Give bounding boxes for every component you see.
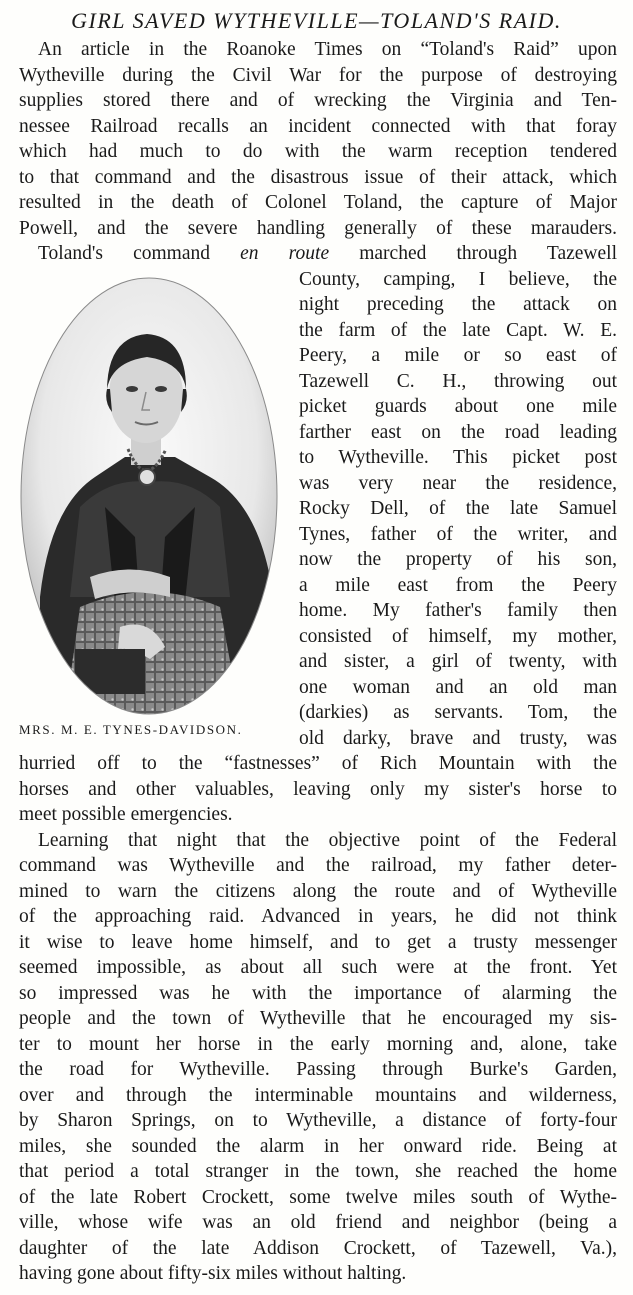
text-line: (darkies) as servants. Tom, the — [299, 702, 617, 723]
text-line: Powell, and the severe handling generally of these marauders. — [19, 217, 617, 239]
text-line: nessee Railroad recalls an incident connected with that foray — [19, 115, 617, 137]
text-line: horses and other valuables, leaving only my sister's horse to — [19, 778, 617, 800]
text-line: Rocky Dell, of the late Samuel — [299, 498, 617, 519]
text-line: now the property of his son, — [299, 549, 617, 570]
text-line: Peery, a mile or so east of — [299, 345, 617, 366]
text-line: old darky, brave and trusty, was — [299, 727, 617, 749]
text-line: ville, whose wife was an old friend and neighbor (being a — [19, 1212, 617, 1233]
text-line: the farm of the late Capt. W. E. — [299, 319, 617, 341]
text-line: miles, she sounded the alarm in her onward ride. Being at — [19, 1135, 617, 1157]
text-line: ter to mount her horse in the early morning and, alone, take — [19, 1033, 617, 1055]
text-line: Wytheville during the Civil War for the purpose of destroying — [19, 64, 617, 86]
text-line: hurried off to the “fastnesses” of Rich Mountain with the — [19, 753, 617, 774]
text-line: one woman and an old man — [299, 676, 617, 698]
text-line: to that command and the disastrous issue of their attack, which — [19, 166, 617, 188]
text-line: and sister, a girl of twenty, with — [299, 651, 617, 672]
text-line: people and the town of Wytheville that he encouraged my sis- — [19, 1008, 617, 1029]
text-line: picket guards about one mile — [299, 396, 617, 417]
text-run: Toland's command — [38, 243, 241, 264]
text-line: having gone about fifty-six miles without halting. — [19, 1263, 407, 1284]
text-line: it wise to leave home himself, and to get a trusty messenger — [19, 931, 617, 953]
text-line: resulted in the death of Colonel Toland, the capture of Major — [19, 192, 617, 213]
portrait-photo — [20, 277, 278, 715]
text-line: An article in the Roanoke Times on “Toland's Raid” upon — [38, 39, 617, 60]
text-line: night preceding the attack on — [299, 294, 617, 315]
text-line: of the late Robert Crockett, some twelve miles south of Wythe- — [19, 1186, 617, 1208]
text-line: daughter of the late Addison Crockett, of Tazewell, Va.), — [19, 1237, 617, 1259]
text-line: of the approaching raid. Advanced in years, he did not think — [19, 906, 617, 927]
text-run: marched through Tazewell — [329, 243, 617, 264]
text-line: over and through the interminable mountains and wilderness, — [19, 1084, 617, 1106]
text-line — [38, 241, 617, 267]
text-line: Learning that night that the objective point of the Federal — [38, 829, 617, 851]
text-line: mined to warn the citizens along the route and of Wytheville — [19, 880, 617, 902]
text-line: Tazewell C. H., throwing out — [299, 370, 617, 392]
text-line: farther east on the road leading — [299, 421, 617, 443]
text-line: a mile east from the Peery — [299, 574, 617, 596]
text-line: that period a total stranger in the town, she reached the home — [19, 1161, 617, 1182]
text-line: Tynes, father of the writer, and — [299, 523, 617, 545]
text-line: meet possible emergencies. — [19, 804, 233, 825]
text-line: seemed impossible, as about all such were at the front. Yet — [19, 957, 617, 978]
text-line: so impressed was he with the importance of alarming the — [19, 982, 617, 1004]
text-line: County, camping, I believe, the — [299, 268, 617, 290]
text-line: consisted of himself, my mother, — [299, 625, 617, 647]
text-line: the road for Wytheville. Passing through Burke's Garden, — [19, 1059, 617, 1080]
text-line: command was Wytheville and the railroad, my father deter- — [19, 855, 617, 876]
italic-phrase: en route — [240, 243, 330, 264]
text-line: which had much to do with the warm reception tendered — [19, 141, 617, 162]
article-title: GIRL SAVED WYTHEVILLE—TOLAND'S RAID. — [71, 8, 562, 33]
portrait-caption: MRS. M. E. TYNES-DAVIDSON. — [19, 722, 243, 737]
text-line: by Sharon Springs, on to Wytheville, a distance of forty-four — [19, 1110, 617, 1131]
text-line: was very near the residence, — [299, 472, 617, 494]
text-line: home. My father's family then — [299, 600, 617, 621]
text-line: supplies stored there and of wrecking the Virginia and Ten- — [19, 90, 617, 111]
text-line: to Wytheville. This picket post — [299, 447, 617, 468]
